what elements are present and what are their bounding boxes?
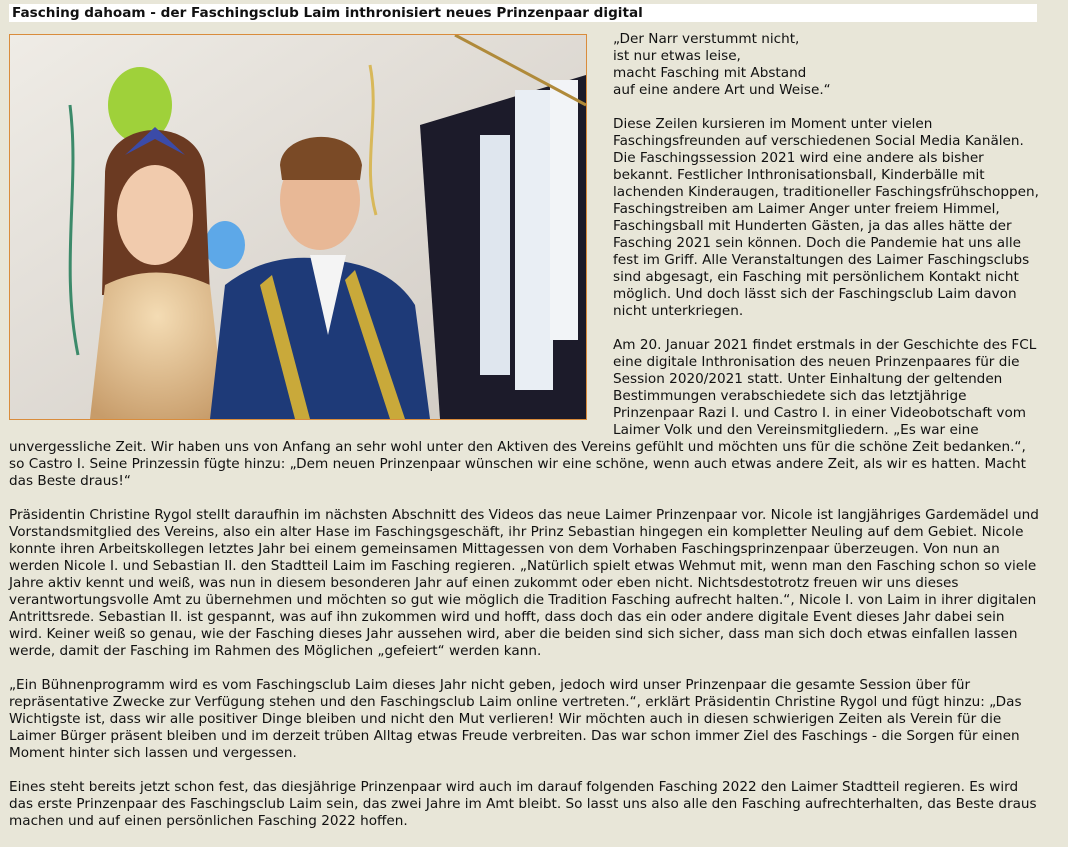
paragraph: Diese Zeilen kursieren im Moment unter vielen Faschingsfreunden auf verschiedenen Social Media Kanälen. Die Faschingssession 2021 wird eine andere als bisher bekannt. Festlicher Inthronisationsball, Kinderbälle mit lachenden Kinderaugen, traditioneller Faschingsfrühschoppen, Faschingstreiben am Laimer Anger unter freiem Himmel, Faschingsball mit Hunderten Gästen, ja das alles hätte der Fasching 2021 sein können. Doch die Pandemie hat uns alle fest im Griff. Alle Veranstaltungen des Laimer Faschingsclubs sind abgesagt, ein Fasching mit persönlichem Kontakt nicht möglich. Und doch lässt sich der Faschingsclub Laim davon nicht unterkriegen. — [613, 116, 1039, 319]
paragraph: Eines steht bereits jetzt schon fest, das diesjährige Prinzenpaar wird auch im darauf folgenden Fasching 2022 den Laimer Stadtteil regieren. Es wird das erste Prinzenpaar des Faschingsclub Laim sein, das zwei Jahre im Amt bleibt. So lasst uns also alle den Fasching aufrechterhalten, das Beste draus machen und auf einen persönlichen Fasching 2022 hoffen. — [9, 779, 1037, 829]
poem-line: macht Fasching mit Abstand — [613, 65, 807, 81]
poem-line: ist nur etwas leise, — [613, 48, 741, 64]
poem-line: auf eine andere Art und Weise.“ — [613, 82, 831, 98]
paragraph: Präsidentin Christine Rygol stellt daraufhin im nächsten Abschnitt des Videos das neue Laimer Prinzenpaar vor. Nicole ist langjähriges Gardemädel und Vorstandsmitglied des Vereins, also ein alter Hase im Faschingsgeschäft, ihr Prinz Sebastian hingegen ein kompletter Neuling auf dem Gebiet. Nicole konnte ihren Arbeitskollegen letztes Jahr bei einem gemeinsamen Mittagessen von dem Vorhaben Faschingsprinzenpaar überzeugen. Von nun an werden Nicole I. und Sebastian II. den Stadtteil Laim im Fasching regieren. „Natürlich spielt etwas Wehmut mit, wenn man den Fasching schon so viele Jahre aktiv kennt und weiß, was nun in diesem besonderen Jahr auf einen zukommt oder eben nicht. Nichtsdestotrotz freuen wir uns dieses verantwortungsvolle Amt zu übernehmen und möchten so gut wie möglich die Tradition Fasching aufrecht halten.“, Nicole I. von Laim in ihrer digitalen Antrittsrede. Sebastian II. ist gespannt, was auf ihn zukommen wird und hofft, dass doch das ein oder andere digitale Event dieses Jahr dabei sein wird. Keiner weiß so genau, wie der Fasching dieses Jahr aussehen wird, aber die beiden sind sich sicher, dass man sich doch etwas einfallen lassen werde, damit der Fasching im Rahmen des Möglichen „gefeiert“ werden kann. — [9, 507, 1039, 659]
poem-line: „Der Narr verstummt nicht, — [613, 31, 800, 47]
article-body — [9, 31, 1039, 847]
paragraph: „Ein Bühnenprogramm wird es vom Faschingsclub Laim dieses Jahr nicht geben, jedoch wird unser Prinzenpaar die gesamte Session über für repräsentative Zwecke zur Verfügung stehen und den Faschingsclub Laim online vertreten.“, erklärt Präsidentin Christine Rygol und fügt hinzu: „Das Wichtigste ist, dass wir alle positiver Dinge bleiben und nicht den Mut verlieren! Wir möchten auch in diesen schwierigen Zeiten als Verein für die Laimer Bürger präsent bleiben und im derzeit trüben Alltag etwas Freude verbreiten. Das war schon immer Ziel des Faschings - die Sorgen für einen Moment hinter sich lassen und vergessen. — [9, 677, 1022, 761]
prince-couple-photo — [9, 34, 587, 420]
paragraph: Am 20. Januar 2021 findet erstmals in der Geschichte des FCL eine digitale Inthronisation des neuen Prinzenpaares für die Session 2020/2021 statt. Unter Einhaltung der geltenden Bestimmungen verabschiedete sich das letztjährige Prinzenpaar Razi I. und Castro I. in einer Videobotschaft vom Laimer Volk und den Vereinsmitgliedern. „Es war eine unvergessliche Zeit. Wir haben uns von Anfang an sehr wohl unter den Aktiven des Vereins gefühlt und möchten uns für die schöne Zeit bedanken.“, so Castro I. Seine Prinzessin fügte hinzu: „Dem neuen Prinzenpaar wünschen wir eine schöne, wenn auch etwas andere Zeit, als wir es hatten. Macht das Beste draus!“ — [9, 337, 1037, 489]
article-title: Fasching dahoam - der Faschingsclub Laim inthronisiert neues Prinzenpaar digital — [9, 4, 1037, 22]
